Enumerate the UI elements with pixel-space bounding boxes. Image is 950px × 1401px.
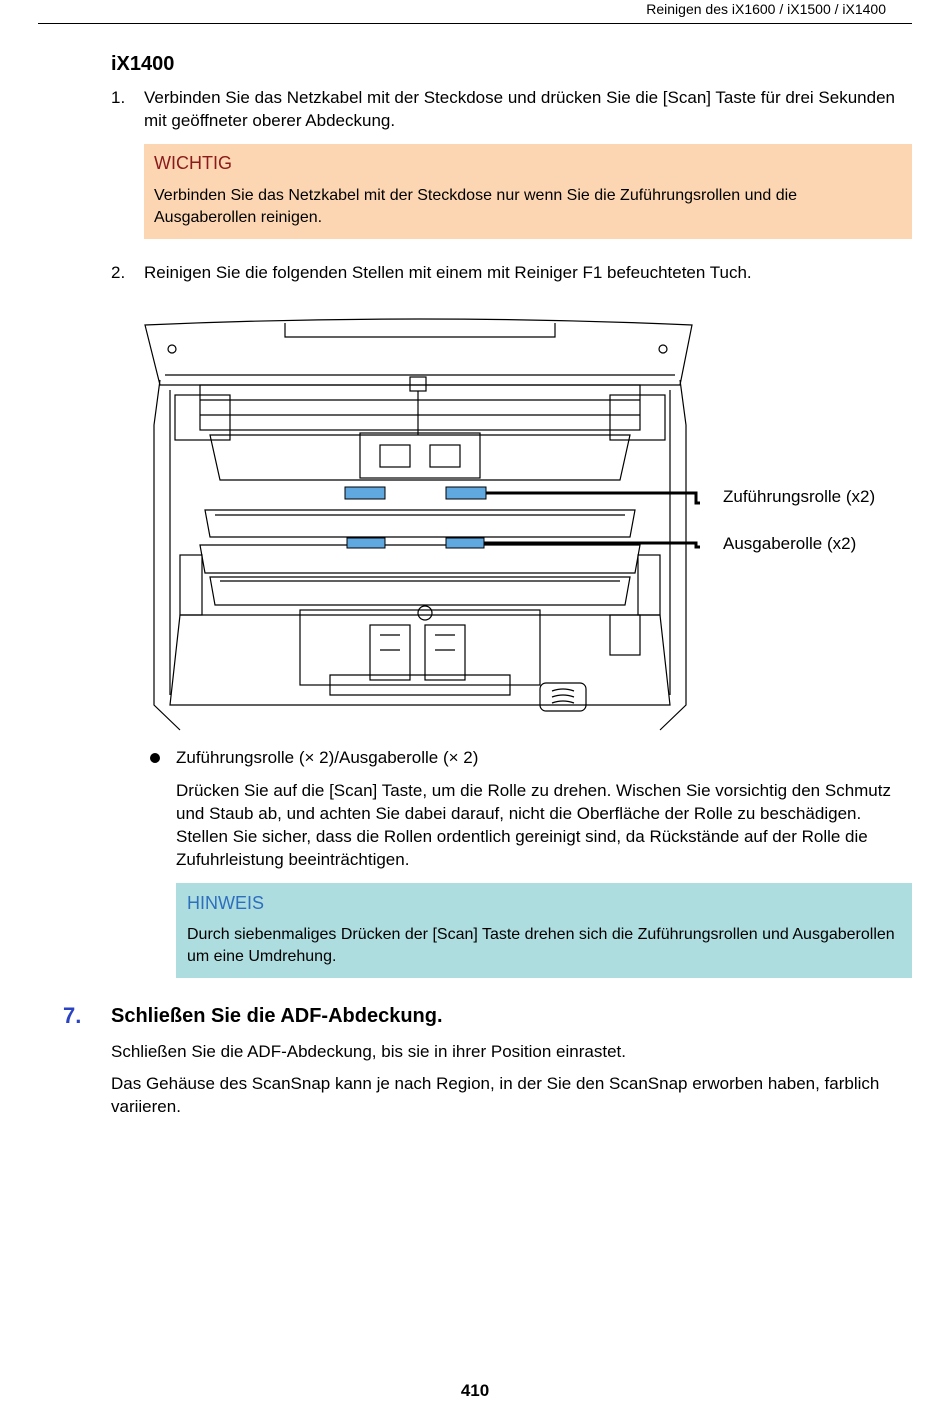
step-7-paragraph: Schließen Sie die ADF-Abdeckung, bis sie in ihrer Position einrastet. — [111, 1042, 626, 1061]
scanner-drawing — [140, 315, 700, 740]
bullet-point — [150, 753, 160, 763]
header-divider — [38, 23, 912, 24]
hint-box — [176, 883, 912, 978]
feed-roller-left — [345, 487, 385, 499]
bullet-text: Drücken Sie auf die [Scan] Taste, um die Rolle zu drehen. Wischen Sie vorsichtig den Schmutz und Staub ab, und achten Sie dabei darauf, nicht die Oberfläche der Rolle zu beschädigen. Stellen Sie sicher, dass die Rollen ordentlich gereinigt sind, da Rückstände auf der Rolle die Zufuhrleistung beeinträchtigen. — [176, 781, 891, 869]
step-number: 2. — [111, 263, 126, 282]
cover-handle — [285, 323, 555, 337]
section-title: iX1400 — [111, 53, 175, 75]
feed-roller-right — [446, 487, 486, 499]
paper-chute — [170, 615, 670, 705]
bullet-title: Zuführungsrolle (× 2)/Ausgaberolle (× 2) — [176, 748, 479, 767]
hint-text: Durch siebenmaliges Drücken der [Scan] Taste drehen sich die Zuführungsrollen und Ausgaberollen um eine Umdrehung. — [187, 926, 895, 965]
output-roller-left — [347, 538, 385, 548]
important-text: Verbinden Sie das Netzkabel mit der Steckdose nur wenn Sie die Zuführungsrollen und die Ausgaberollen reinigen. — [154, 187, 798, 226]
step-number: 1. — [111, 88, 126, 107]
important-box — [144, 144, 912, 239]
output-roller-right — [446, 538, 484, 548]
feed-callout-line — [486, 493, 700, 503]
step-text: Verbinden Sie das Netzkabel mit der Steckdose und drücken Sie die [Scan] Taste für drei Sekunden mit geöffneter oberer Abdeckung. — [144, 88, 895, 130]
step-7-title: Schließen Sie die ADF-Abdeckung. — [111, 1005, 443, 1027]
step-7-number: 7. — [63, 1003, 82, 1028]
scanner-illustration — [140, 315, 700, 745]
hint-title: HINWEIS — [187, 893, 265, 913]
step-text: Reinigen Sie die folgenden Stellen mit einem mit Reiniger F1 befeuchteten Tuch. — [144, 263, 752, 282]
callout-feed-roller: Zuführungsrolle (x2) — [723, 487, 876, 506]
upper-guide — [200, 385, 640, 430]
callout-output-roller: Ausgaberolle (x2) — [723, 534, 857, 553]
upper-glass — [205, 510, 635, 537]
running-header: Reinigen des iX1600 / iX1500 / iX1400 — [646, 1, 886, 17]
scan-button-drawing — [540, 683, 586, 711]
pick-module — [360, 433, 480, 478]
page-number: 410 — [460, 1381, 490, 1400]
roller-module — [300, 610, 540, 685]
step-7-paragraph: Das Gehäuse des ScanSnap kann je nach Region, in der Sie den ScanSnap erworben haben, farblich variieren. — [111, 1074, 880, 1116]
important-title: WICHTIG — [154, 153, 232, 173]
